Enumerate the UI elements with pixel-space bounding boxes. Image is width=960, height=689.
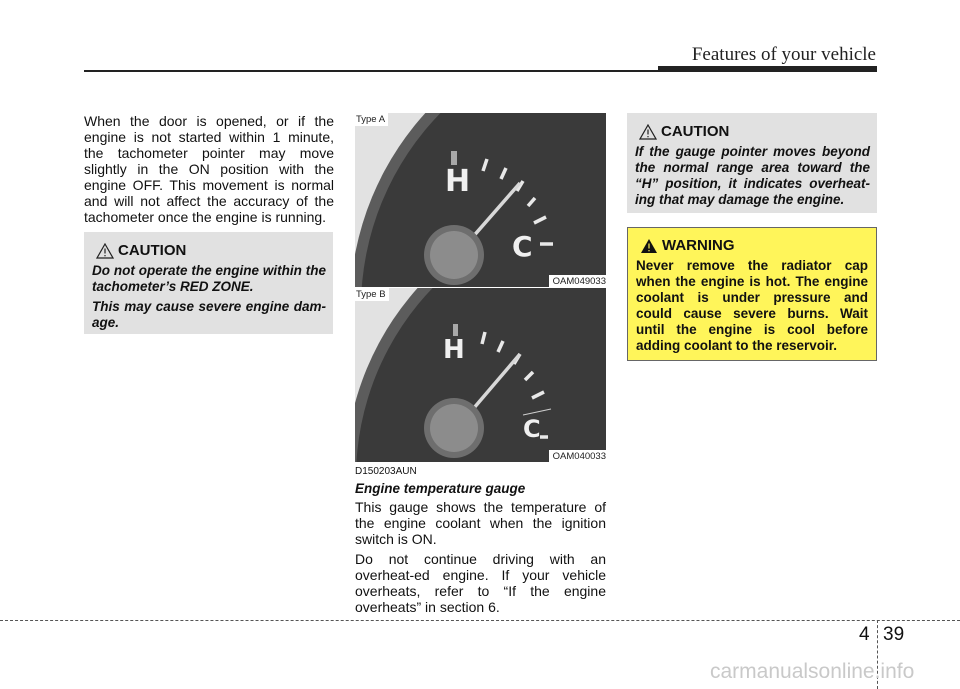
engine-temperature-gauge-icon (355, 288, 606, 462)
figure-a-code: OAM049033 (549, 275, 606, 287)
section-title: Engine temperature gauge (355, 481, 526, 496)
warning-triangle-icon (639, 124, 657, 140)
figure-gauge-type-a (355, 113, 606, 287)
caution-box-overheat (627, 113, 877, 213)
caution-box-tachometer (84, 232, 333, 334)
caution-line-1: Do not operate the engine within the tachometer’s RED ZONE. (92, 263, 326, 294)
watermark: carmanualsonline.info (710, 660, 915, 683)
warning-triangle-icon (640, 238, 658, 254)
column-2 (355, 466, 606, 619)
caution-line-2: This may cause severe engine dam-age. (92, 299, 326, 330)
warning-title (640, 237, 868, 254)
header-title: Features of your vehicle (691, 44, 876, 65)
figure-gauge-type-b (355, 288, 606, 462)
caution-title-text: CAUTION (661, 123, 730, 140)
gauge-a-h-label: H (445, 164, 471, 199)
header-bar (658, 66, 877, 72)
figure-b-type-label: Type B (355, 288, 389, 301)
warning-text: Never remove the radiator cap when the engine is hot. The engine coolant is under pressure and could cause severe burns. Wait until the engine is cool before adding coolant to the reservoir. (636, 258, 868, 353)
gauge-paragraph-2: Do not continue driving with an overheat-ed engine. If your vehicle overheats, refer to “If the engine overheats” in section 6. (355, 551, 606, 615)
page-number: 39 (883, 624, 905, 645)
caution-title (96, 242, 326, 259)
warning-triangle-icon (96, 243, 114, 259)
caution-title-text: CAUTION (118, 242, 187, 259)
tachometer-paragraph: When the door is opened, or if the engine is not started within 1 minute, the tachometer pointer may move slightly in the ON position with the engine OFF. This movement is normal and will not affect the accuracy of the tachometer once the engine is running. (84, 113, 334, 225)
gauge-b-c-label: C (523, 415, 541, 443)
figure-a-type-label: Type A (355, 113, 388, 126)
gauge-b-h-label: H (443, 335, 465, 365)
gauge-paragraph-1: This gauge shows the temperature of the engine coolant when the ignition switch is ON. (355, 499, 606, 547)
caution-overheat-text: If the gauge pointer moves beyond the normal range area toward the “H” position, it indicates overheat-ing that may damage the engine. (635, 144, 870, 207)
engine-temperature-gauge-icon (355, 113, 606, 287)
caution-title (639, 123, 870, 140)
chapter-number: 4 (859, 624, 870, 645)
footer-rule (0, 620, 960, 621)
document-code: D150203AUN (355, 466, 417, 477)
gauge-a-c-label: C (512, 230, 533, 263)
figure-b-code: OAM040033 (549, 450, 606, 462)
warning-title-text: WARNING (662, 237, 735, 254)
column-1 (84, 113, 334, 225)
warning-box-radiator (627, 227, 877, 361)
